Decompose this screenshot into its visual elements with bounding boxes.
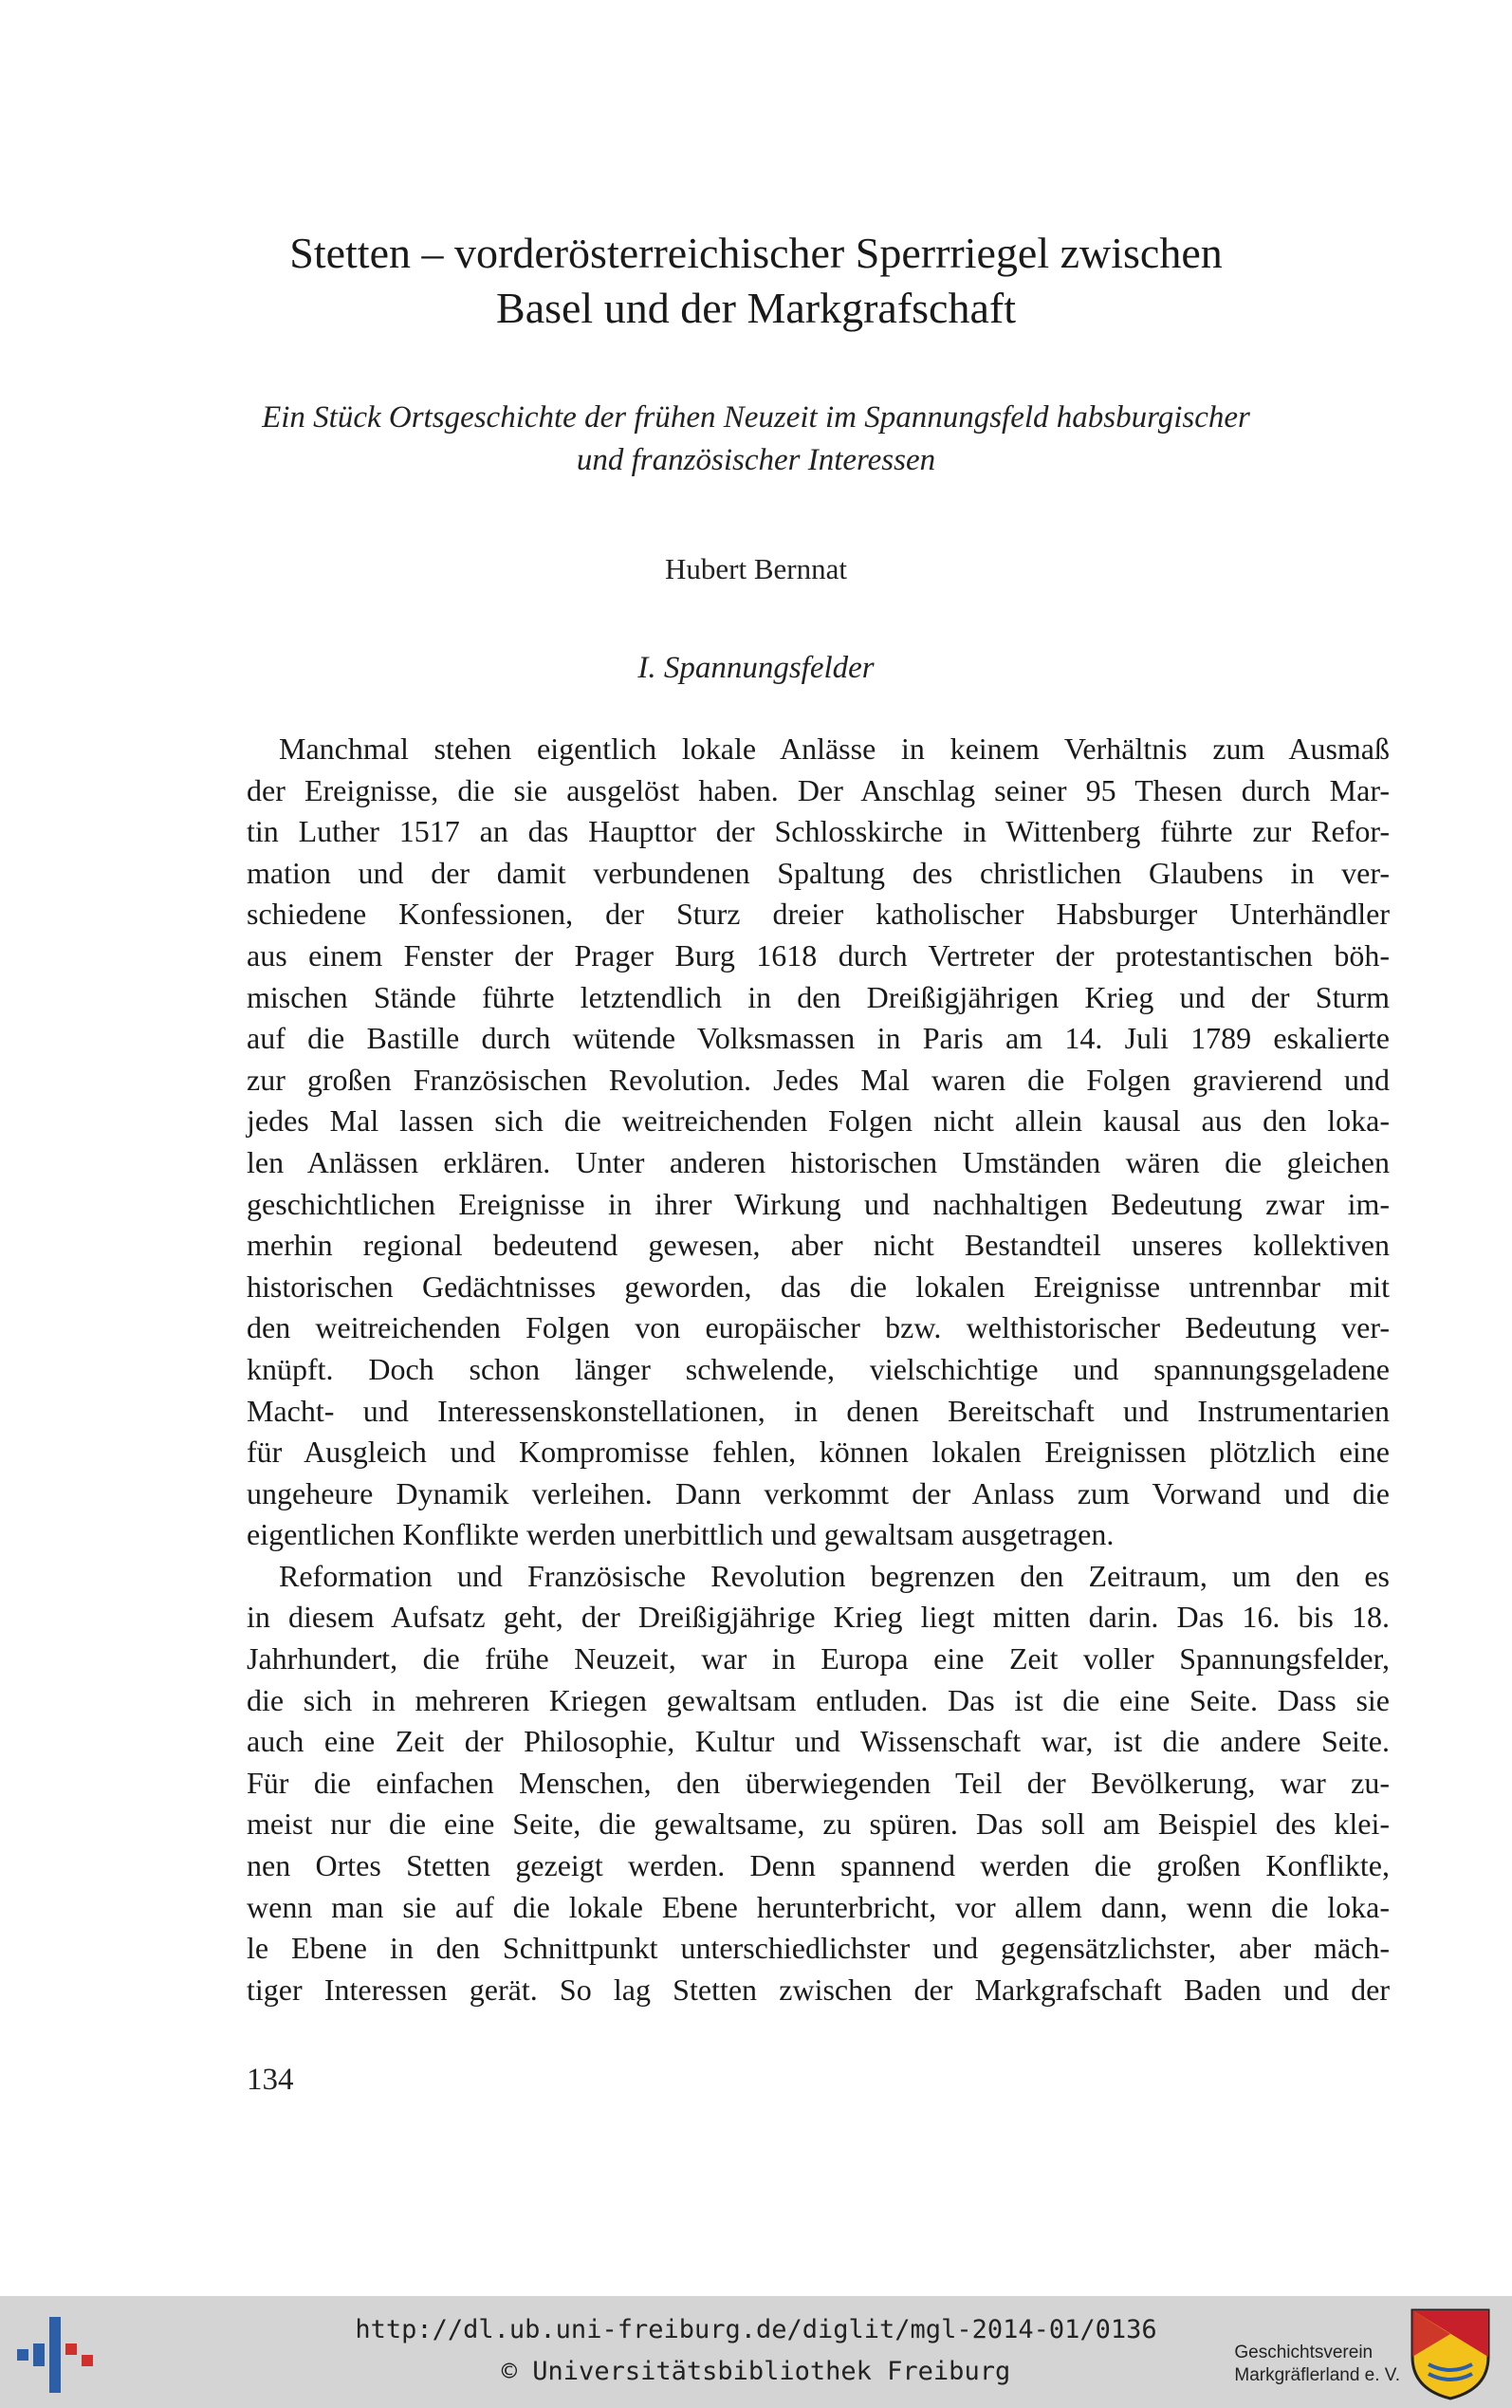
title-line: Stetten – vorderösterreichischer Sperrriegel zwischen <box>289 229 1223 277</box>
section-heading: I. Spannungsfelder <box>637 651 875 685</box>
society-name-line: Markgräflerland e. V. <box>1234 2365 1400 2385</box>
society-name <box>1234 2342 1400 2387</box>
text-line: eigentlichen Konflikte werden unerbittlich und gewaltsam ausgetragen. <box>247 1517 1115 1552</box>
text-line: len Anlässen erklären. Unter anderen historischen Umständen wären die gleichen <box>247 1144 1390 1179</box>
text-line: der Ereignisse, die sie ausgelöst haben. Der Anschlag seiner 95 Thesen durch Mar- <box>247 772 1390 807</box>
text-line: mation und der damit verbundenen Spaltung des christlichen Glaubens in ver- <box>247 855 1390 890</box>
text-line: knüpft. Doch schon länger schwelende, vielschichtige und spannungsgeladene <box>247 1351 1390 1386</box>
text-line: Reformation und Französische Revolution begrenzen den Zeitraum, um den es <box>279 1558 1390 1593</box>
text-line: meist nur die eine Seite, die gewaltsame, zu spüren. Das soll am Beispiel des klei- <box>247 1806 1390 1842</box>
footer-copyright: © Universitätsbibliothek Freiburg <box>501 2357 1011 2386</box>
page-number: 134 <box>247 2063 294 2097</box>
text-line: für Ausgleich und Kompromisse fehlen, können lokalen Ereignissen plötzlich eine <box>247 1435 1390 1470</box>
text-line: den weitreichenden Folgen von europäischer bzw. welthistorischer Bedeutung ver- <box>247 1310 1390 1345</box>
text-line: in diesem Aufsatz geht, der Dreißigjährige Krieg liegt mitten darin. Das 16. bis 18. <box>247 1600 1390 1635</box>
text-line: aus einem Fenster der Prager Burg 1618 durch Vertreter der protestantischen böh- <box>247 937 1390 972</box>
body-text <box>247 729 1390 2010</box>
text-line: jedes Mal lassen sich die weitreichenden Folgen nicht allein kausal aus den loka- <box>247 1103 1390 1139</box>
society-crest-icon <box>1410 2307 1491 2400</box>
text-line: tin Luther 1517 an das Haupttor der Schlosskirche in Wittenberg führte zur Refor- <box>247 814 1390 849</box>
text-line: zur großen Französischen Revolution. Jedes Mal waren die Folgen gravierend und <box>247 1062 1390 1097</box>
text-line: Manchmal stehen eigentlich lokale Anlässe in keinem Verhältnis zum Ausmaß <box>279 732 1390 766</box>
text-line: ungeheure Dynamik verleihen. Dann verkommt der Anlass zum Vorwand und die <box>247 1475 1390 1510</box>
text-line: Jahrhundert, die frühe Neuzeit, war in Europa eine Zeit voller Spannungsfelder, <box>247 1641 1390 1676</box>
subtitle-line: und französischer Interessen <box>576 443 936 477</box>
text-line: le Ebene in den Schnittpunkt unterschiedlichster und gegensätzlichster, aber mäch- <box>247 1931 1390 1966</box>
footer-bar <box>0 2296 1512 2408</box>
document-title <box>0 226 1512 336</box>
text-line: geschichtlichen Ereignisse in ihrer Wirkung und nachhaltigen Bedeutung zwar im- <box>247 1186 1390 1221</box>
author-name: Hubert Bernnat <box>665 552 847 585</box>
text-line: schiedene Konfessionen, der Sturz dreier katholischer Habsburger Unterhändler <box>247 897 1390 932</box>
text-line: historischen Gedächtnisses geworden, das die lokalen Ereignisse untrennbar mit <box>247 1269 1390 1304</box>
text-line: mischen Stände führte letztendlich in den Dreißigjährigen Krieg und der Sturm <box>247 979 1390 1014</box>
title-line: Basel und der Markgrafschaft <box>496 284 1016 332</box>
text-line: auch eine Zeit der Philosophie, Kultur und Wissenschaft war, ist die andere Seite. <box>247 1724 1390 1759</box>
text-line: tiger Interessen gerät. So lag Stetten zwischen der Markgrafschaft Baden und der <box>247 1972 1390 2007</box>
text-line: wenn man sie auf die lokale Ebene herunterbricht, vor allem dann, wenn die loka- <box>247 1889 1390 1924</box>
subtitle-line: Ein Stück Ortsgeschichte der frühen Neuzeit im Spannungsfeld habsburgischer <box>262 400 1250 435</box>
text-line: nen Ortes Stetten gezeigt werden. Denn spannend werden die großen Konflikte, <box>247 1848 1390 1883</box>
text-line: auf die Bastille durch wütende Volksmassen in Paris am 14. Juli 1789 eskalierte <box>247 1021 1390 1056</box>
society-name-line: Geschichtsverein <box>1234 2343 1374 2362</box>
document-subtitle <box>0 397 1512 482</box>
text-line: die sich in mehreren Kriegen gewaltsam entluden. Das ist die eine Seite. Dass sie <box>247 1682 1390 1717</box>
text-line: merhin regional bedeutend gewesen, aber nicht Bestandteil unseres kollektiven <box>247 1228 1390 1263</box>
text-line: Für die einfachen Menschen, den überwiegenden Teil der Bevölkerung, war zu- <box>247 1765 1390 1800</box>
text-line: Macht- und Interessenskonstellationen, in denen Bereitschaft und Instrumentarien <box>247 1393 1390 1428</box>
footer-url-link[interactable]: http://dl.ub.uni-freiburg.de/diglit/mgl-2014-01/0136 <box>355 2315 1157 2344</box>
